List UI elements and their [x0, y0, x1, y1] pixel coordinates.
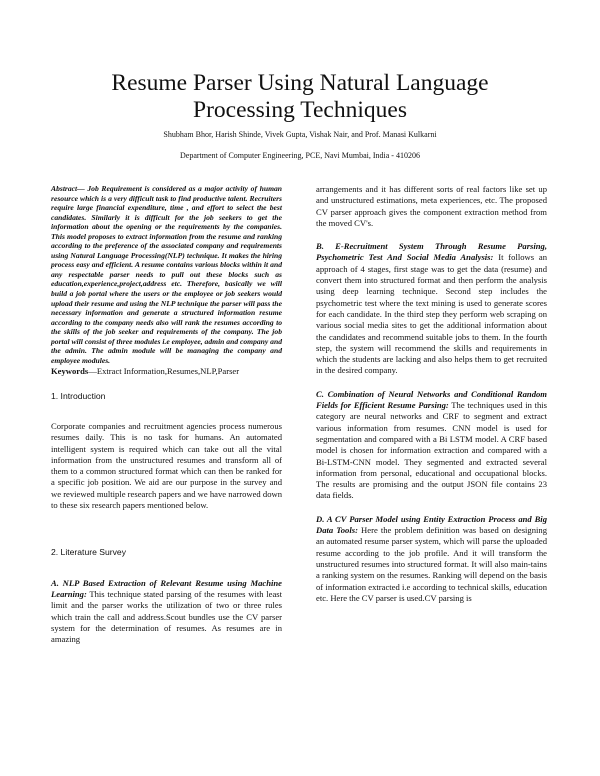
- subsection-c: [316, 389, 547, 502]
- subsection-d-text: Here the problem definition was based on designing an automated resume parser system, which will parse the uploaded resume according to the job profile. And it will transform the unstructured resumes into structured format. It will also main-tains a ranking system on the resumes. Ranking will depend on the basis of information extracted i.e according to technical skills, education etc. Here the CV parser is used.CV parsing is: [316, 525, 547, 603]
- title-line-1: Resume Parser Using Natural Language: [111, 70, 489, 96]
- affiliation: Department of Computer Engineering, PCE, Navi Mumbai, India - 410206: [180, 151, 420, 160]
- subsection-a-text: This technique stated parsing of the resumes with least limit and the parser works the utilization of two or three rules which train the call and address.Scout bundles use the CV parser system for the determination of resumes. As resumes are in amazing: [51, 588, 282, 645]
- subsection-b: [316, 241, 547, 377]
- subsection-a: [51, 578, 282, 646]
- subsection-a-title: A. NLP Based Extraction of Relevant Resume using Machine Learning:: [51, 577, 282, 599]
- subsection-b-title: B. E-Recruitment System Through Resume Parsing, Psychometric Test And Social Media Analysis:: [316, 241, 547, 263]
- literature-survey-heading: 2. Literature Survey: [51, 547, 126, 558]
- keywords-text: —Extract Information,Resumes,NLP,Parser: [88, 366, 240, 377]
- subsection-c-text: The techniques used in this category are neural networks and CRF to segment and extract various information from resumes. CNN model is used for segmentation and compared with a Bi LSTM model. A CRF based model is chosen for information extraction and compared with a Bi-LSTM-CNN model. They segmented and extracted several information from personal, educational and occupational blocks. The results are promising and the output JSON file contains 23 data fields.: [316, 400, 547, 501]
- author-list: Shubham Bhor, Harish Shinde, Vivek Gupta, Vishak Nair, and Prof. Manasi Kulkarni: [163, 130, 437, 139]
- subsection-b-text: It follows an approach of 4 stages, first stage was to get the data (resume) and convert them into structured format and then perform the analysis using deep learning technique. Second step includes the psychometric test where the text mining is used to generate scores for each candidate. In the third step they perform web scraping on various social media sites to get the additional information about the candidates and recommend suitable jobs to them. In the fourth step, the system will recommend the skills and requirements in which the students are lacking and also helps them to get recruited in the desired company.: [316, 252, 548, 376]
- introduction-heading: 1. Introduction: [51, 390, 106, 401]
- subsection-c-title: C. Combination of Neural Networks and Conditional Random Fields for Efficient Resume Parsing:: [316, 388, 547, 411]
- subsection-a-continued: arrangements and it has different sorts of real factors like set up and unstructured estimations, meta experiences, etc. The proposed CV parser approach gives the component extraction method from the moved CV's.: [316, 184, 547, 228]
- keywords-label: Keywords: [51, 366, 89, 377]
- title-line-2: Processing Techniques: [193, 97, 407, 123]
- subsection-d-title: D. A CV Parser Model using Entity Extraction Process and Big Data Tools:: [316, 513, 547, 536]
- left-column: [51, 184, 282, 645]
- introduction-paragraph: Corporate companies and recruitment agencies process numerous resumes daily. This is no task for humans. An automated intelligent system is required which can take out all the vital information from the unstructured resumes and transform all of them to a common structured format which can then be ranked for a specific job position. We aid are our purpose in the survey and we reviewed multiple research papers and we have narrowed down to these six research papers mentioned below.: [51, 420, 282, 511]
- abstract: Abstract— Job Requirement is considered as a major activity of human resource which is a very difficult task to find productive talent. Recruiters require large financial expenditure, time , and effort to select the best candidates. Similarly it is difficult for the job seekers to get the information about the opening or the requirements by the companies. This model proposes to extract information from the resume and ranking according to the preference of the associated company and requirements using Natural Language Processing(NLP) technique. It makes the hiring process easy and efficient. A resume contains various blocks within it and any respectable parser needs to pull out these blocks such as education,experience,project,address etc. Therefore, basically we will build a job portal where the users or the employee or job seekers would upload their resume and using the NLP technique the parser will pass the necessary information and generate a structured information resume according to the company needs also will rank the resumes according to the skills of the job seeker and requirements of the company. The job portal will consist of three modules i.e employee, admin and company and the admin. The admin module will be managing the company and employee modules.: [51, 184, 282, 365]
- keywords: [51, 366, 282, 377]
- paper-title: [0, 70, 600, 124]
- subsection-d: [316, 514, 547, 604]
- right-column: [316, 184, 547, 604]
